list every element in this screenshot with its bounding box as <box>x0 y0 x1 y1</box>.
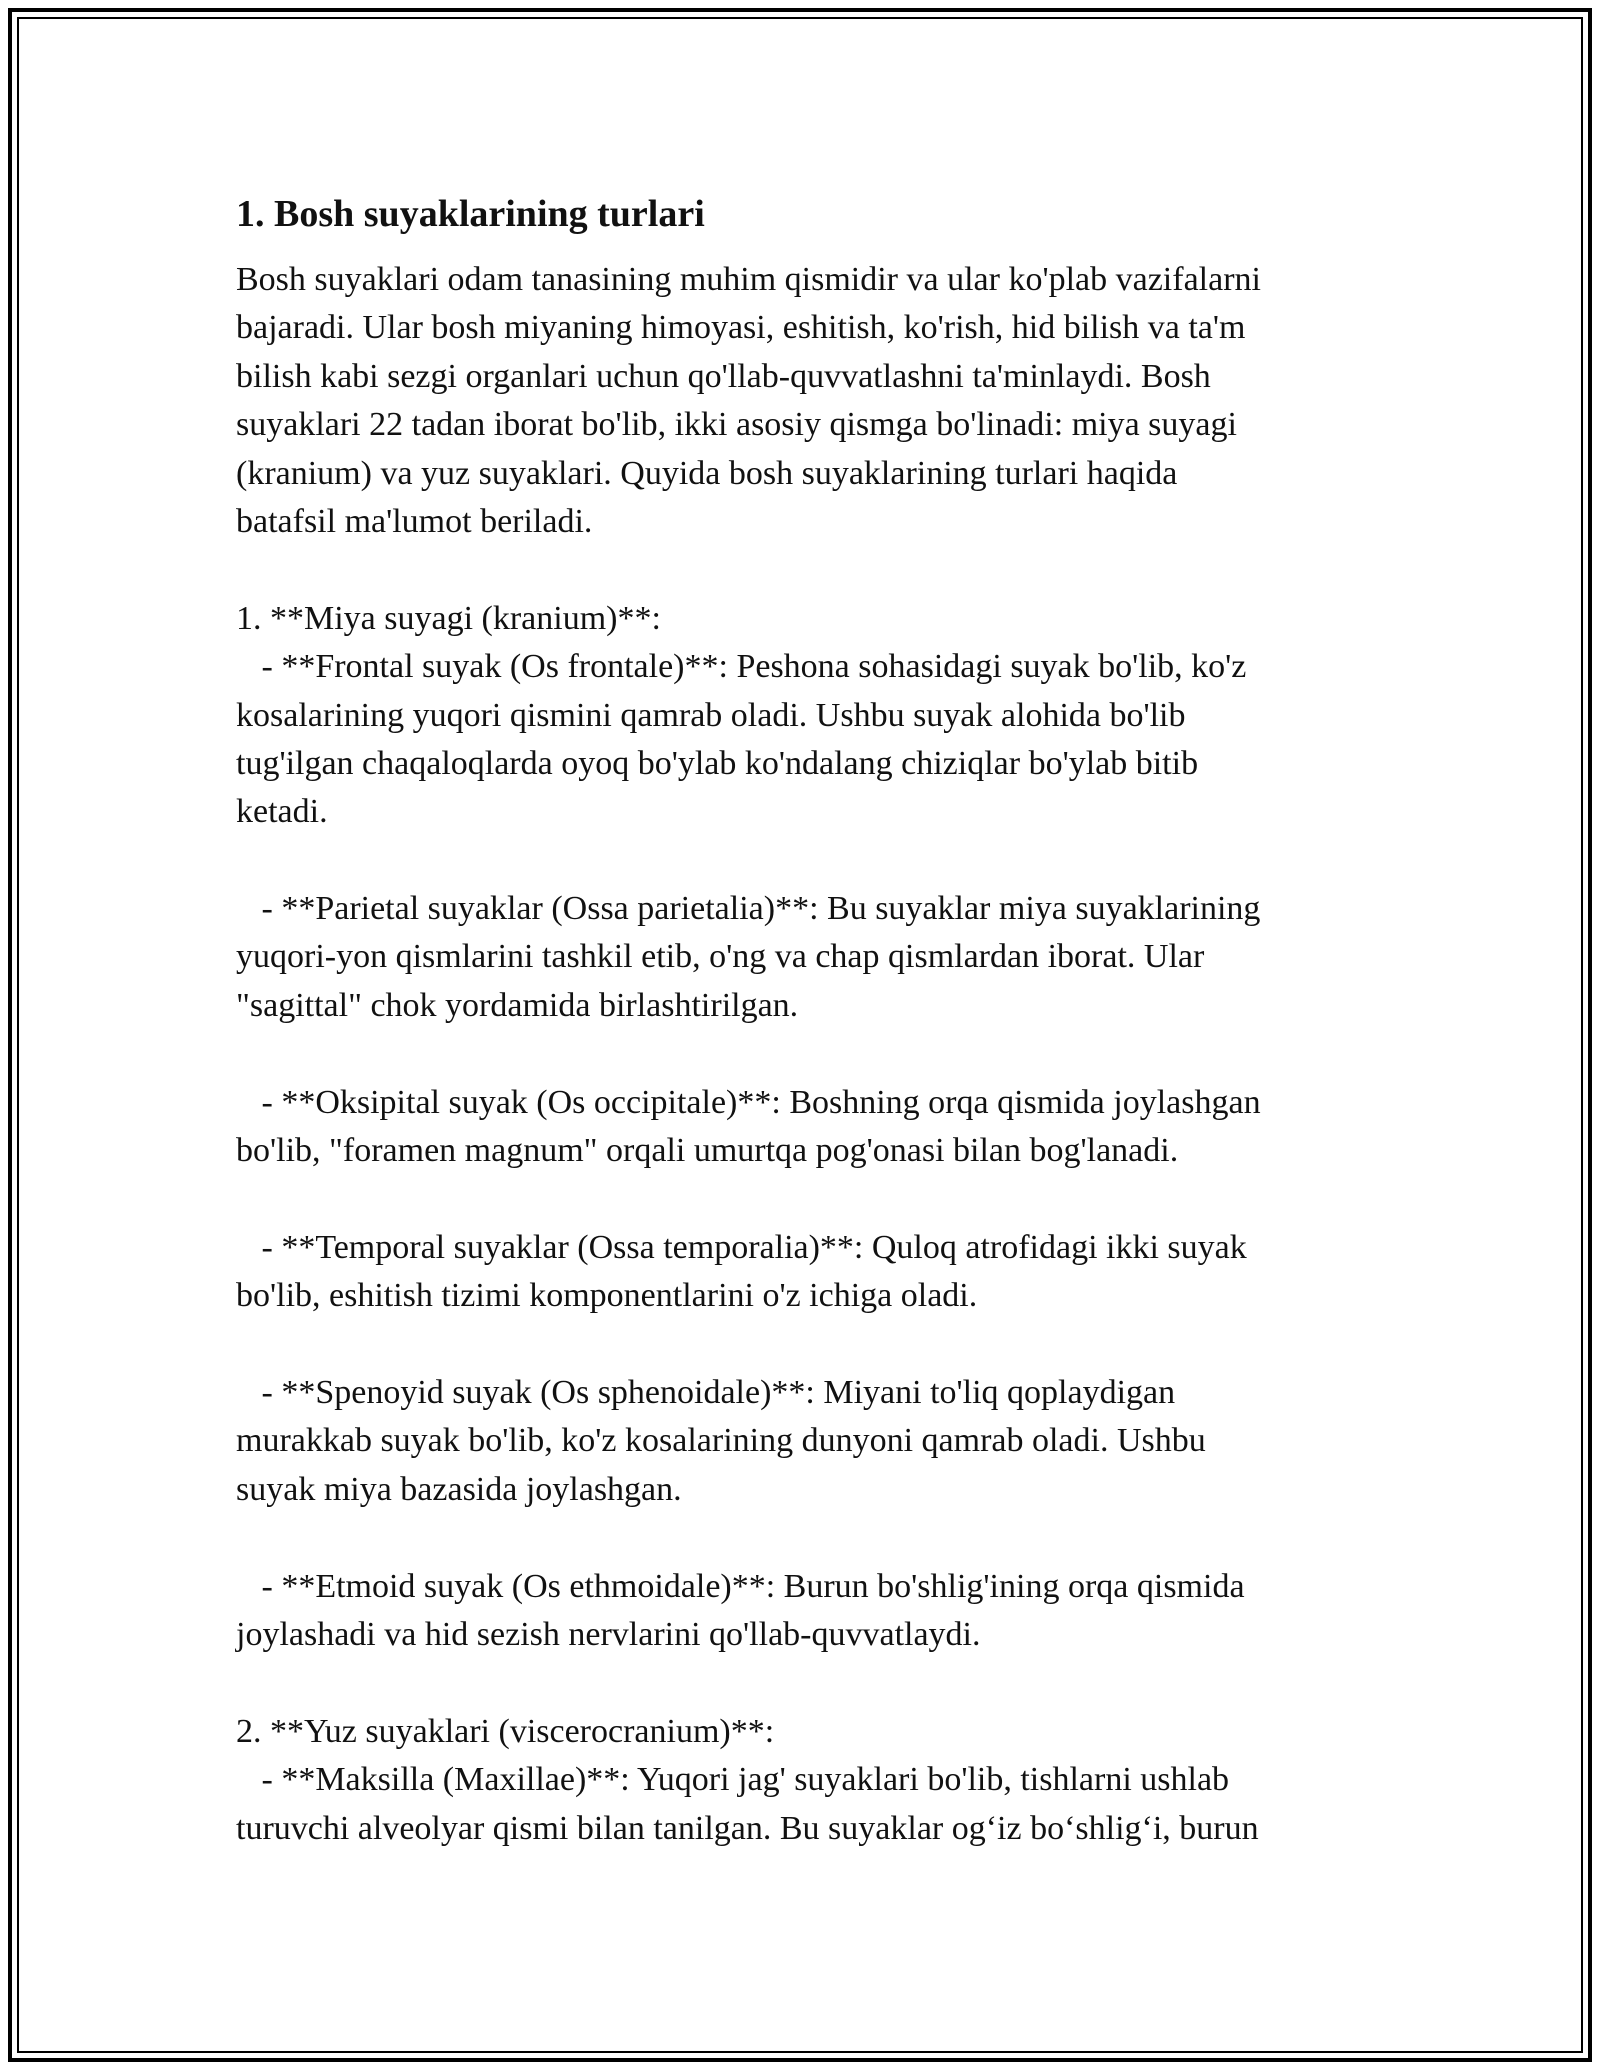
text-line: - **Oksipital suyak (Os occipitale)**: Boshning orqa qismida joylashgan <box>236 1083 1261 1121</box>
text-line: - **Maksilla (Maxillae)**: Yuqori jag' suyaklari bo'lib, tishlarni ushlab <box>236 1761 1230 1799</box>
text-line: murakkab suyak bo'lib, ko'z kosalarining dunyoni qamrab oladi. Ushbu <box>236 1422 1206 1460</box>
blank-line <box>236 1659 1356 1707</box>
text-line: ketadi. <box>236 793 328 831</box>
text-line: - **Etmoid suyak (Os ethmoidale)**: Burun bo'shlig'ining orqa qismida <box>236 1567 1245 1605</box>
blank-line <box>236 1321 1356 1369</box>
text-line: - **Temporal suyaklar (Ossa temporalia)**: Quloq atrofidagi ikki suyak <box>236 1228 1247 1266</box>
text-line: turuvchi alveolyar qismi bilan tanilgan. Bu suyaklar og‘iz bo‘shlig‘i, burun <box>236 1809 1259 1847</box>
text-line: - **Spenoyid suyak (Os sphenoidale)**: Miyani to'liq qoplaydigan <box>236 1373 1176 1411</box>
text-line: batafsil ma'lumot beriladi. <box>236 502 593 540</box>
text-line: bilish kabi sezgi organlari uchun qo'llab-quvvatlashni ta'minlaydi. Bosh <box>236 357 1211 395</box>
text-line: - **Frontal suyak (Os frontale)**: Peshona sohasidagi suyak bo'lib, ko'z <box>236 648 1247 686</box>
text-line: tug'ilgan chaqaloqlarda oyoq bo'ylab ko'ndalang chiziqlar bo'ylab bitib <box>236 744 1199 782</box>
text-line: Bosh suyaklari odam tanasining muhim qismidir va ular ko'plab vazifalarni <box>236 261 1261 298</box>
blank-line <box>236 837 1356 885</box>
list-heading: 2. **Yuz suyaklari (viscerocranium)**: <box>236 1712 775 1750</box>
text-line: "sagittal" chok yordamida birlashtirilgan. <box>236 986 799 1024</box>
text-line: (kranium) va yuz suyaklari. Quyida bosh suyaklarining turlari haqida <box>236 454 1178 492</box>
blank-line <box>236 546 1356 594</box>
text-line: suyaklari 22 tadan iborat bo'lib, ikki asosiy qismga bo'linadi: miya suyagi <box>236 406 1237 444</box>
blank-line <box>236 1175 1356 1223</box>
section-heading: 1. Bosh suyaklarining turlari <box>236 193 705 235</box>
body-text <box>236 256 1356 1853</box>
blank-line <box>236 1514 1356 1562</box>
list-heading: 1. **Miya suyagi (kranium)**: <box>236 599 661 637</box>
document-content <box>236 188 1356 1853</box>
blank-line <box>236 1030 1356 1078</box>
text-line: bo'lib, "foramen magnum" orqali umurtqa pog'onasi bilan bog'lanadi. <box>236 1132 1179 1170</box>
text-line: - **Parietal suyaklar (Ossa parietalia)**: Bu suyaklar miya suyaklarining <box>236 890 1261 928</box>
text-line: joylashadi va hid sezish nervlarini qo'llab-quvvatlaydi. <box>236 1615 981 1653</box>
text-line: kosalarining yuqori qismini qamrab oladi. Ushbu suyak alohida bo'lib <box>236 696 1186 734</box>
text-line: suyak miya bazasida joylashgan. <box>236 1470 682 1508</box>
text-line: yuqori-yon qismlarini tashkil etib, o'ng va chap qismlardan iborat. Ular <box>236 938 1205 976</box>
text-line: bo'lib, eshitish tizimi komponentlarini o'z ichiga oladi. <box>236 1277 978 1315</box>
text-line: bajaradi. Ular bosh miyaning himoyasi, eshitish, ko'rish, hid bilish va ta'm <box>236 309 1246 347</box>
